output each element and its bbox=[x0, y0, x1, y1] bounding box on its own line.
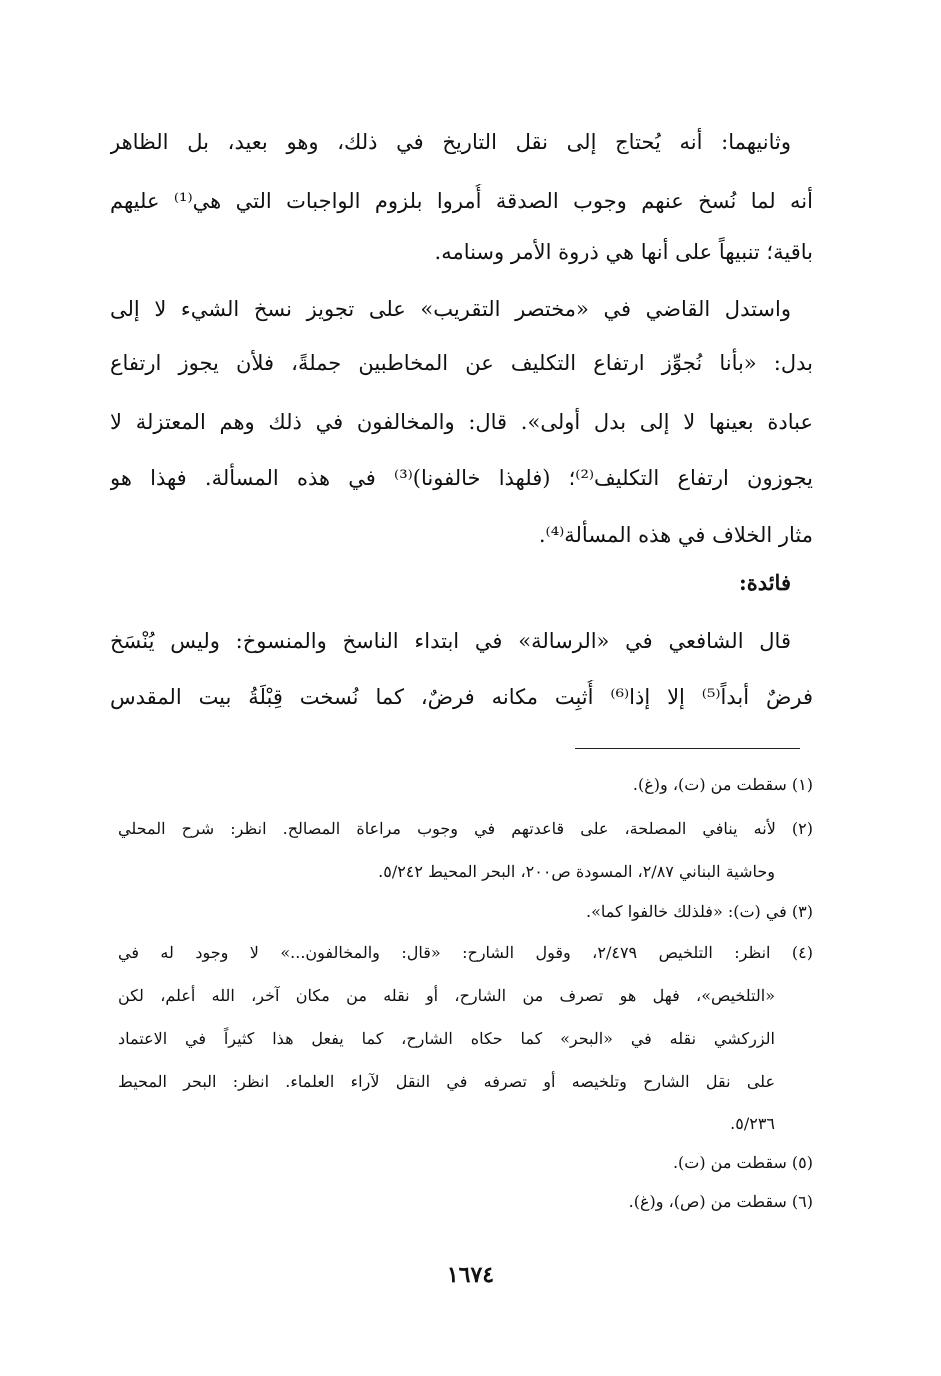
body-line-10: فرضٌ أبداً⁽⁵⁾ إلا إذا⁽⁶⁾ أُثبِت مكانه فرضٌ، كما نُسخت قِبْلَةُ بيت المقدس bbox=[110, 685, 813, 709]
body-line-1: وثانيهما: أنه يُحتاج إلى نقل التاريخ في ذلك، وهو بعيد، بل الظاهر bbox=[110, 130, 791, 154]
body-line-3: باقية؛ تنبيهاً على أنها هي ذروة الأمر وسنامه. bbox=[434, 240, 813, 264]
body-line-4: واستدل القاضي في «مختصر التقريب» على تجويز نسخ الشيء لا إلى bbox=[110, 297, 791, 321]
footnote-2: (٢) لأنه ينافي المصلحة، على قاعدتهم في وجوب مراعاة المصالح. انظر: شرح المحلي bbox=[118, 819, 813, 838]
footnote-divider bbox=[575, 748, 800, 749]
footnote-5: (٥) سقطت من (ت). bbox=[672, 1153, 813, 1172]
footnote-4: (٤) انظر: التلخيص ٢/٤٧٩، وقول الشارح: «قال: والمخالفون...» لا وجود له في bbox=[118, 943, 813, 962]
page-number: ١٦٧٤ bbox=[446, 1262, 495, 1288]
body-line-5: بدل: «بأنا نُجوِّز ارتفاع التكليف عن المخاطبين جملةً، فلأن يجوز ارتفاع bbox=[110, 351, 813, 375]
section-heading: فائدة: bbox=[738, 570, 791, 595]
body-line-7: يجوزون ارتفاع التكليف⁽²⁾؛ (فلهذا خالفونا)⁽³⁾ في هذه المسألة. فهذا هو bbox=[110, 466, 813, 490]
footnote-4-continued-1: «التلخيص»، فهل هو تصرف من الشارح، أو نقله من مكان آخر، الله أعلم، لكن bbox=[118, 986, 775, 1005]
body-line-8: مثار الخلاف في هذه المسألة⁽⁴⁾. bbox=[538, 523, 813, 547]
footnote-2-continued: وحاشية البناني ٢/٨٧، المسودة ص٢٠٠، البحر المحيط ٥/٢٤٢. bbox=[378, 862, 775, 881]
body-line-9: قال الشافعي في «الرسالة» في ابتداء الناسخ والمنسوخ: وليس يُنْسَخ bbox=[110, 629, 791, 653]
footnote-4-continued-4: ٥/٢٣٦. bbox=[730, 1114, 775, 1133]
footnote-4-continued-2: الزركشي نقله في «البحر» كما حكاه الشارح، كما يفعل هذا كثيراً في الاعتماد bbox=[118, 1029, 775, 1048]
footnote-3: (٣) في (ت): «فلذلك خالفوا كما». bbox=[586, 902, 813, 921]
body-line-2: أنه لما نُسخ عنهم وجوب الصدقة أُمروا بلزوم الواجبات التي هي⁽¹⁾ عليهم bbox=[110, 189, 813, 213]
footnote-6: (٦) سقطت من (ص)، و(غ). bbox=[628, 1192, 813, 1211]
footnote-4-continued-3: على نقل الشارح وتلخيصه أو تصرفه في النقل لآراء العلماء. انظر: البحر المحيط bbox=[118, 1072, 775, 1091]
body-line-6: عبادة بعينها لا إلى بدل أولى». قال: والمخالفون في ذلك وهم المعتزلة لا bbox=[110, 410, 813, 434]
footnote-1: (١) سقطت من (ت)، و(غ). bbox=[632, 775, 813, 794]
